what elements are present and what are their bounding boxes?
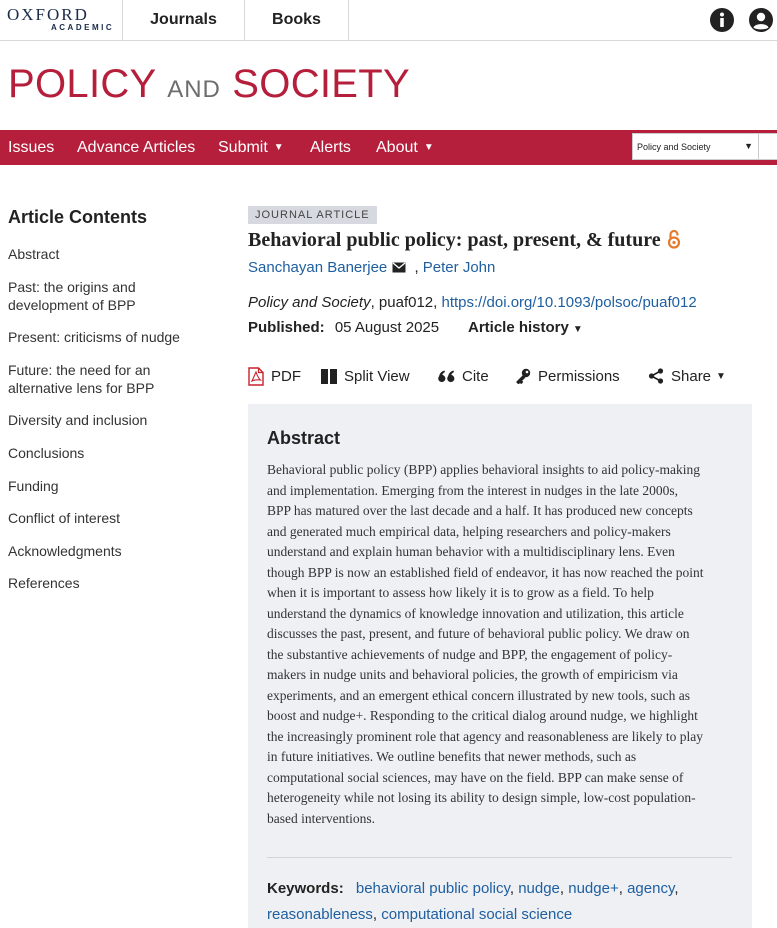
abstract-line: in future initiatives. We outline benefits that newer methods, such as [267, 749, 637, 764]
toc-diversity[interactable]: Diversity and inclusion [8, 412, 148, 428]
info-icon[interactable] [709, 7, 735, 33]
abstract-line: makers in nudge units and behavioral policies, the growth of empiricism via [267, 667, 678, 682]
caret-down-icon: ▼ [744, 141, 753, 151]
pdf-button[interactable] [248, 366, 301, 386]
abstract-line: Behavioral public policy (BPP) applies behavioral insights to aid policy-making [267, 462, 701, 477]
abstract-line: understand and explain human behavior with a multidisciplinary lens. Even [267, 544, 675, 559]
share-button[interactable] [648, 366, 726, 386]
toc-present[interactable]: Present: criticisms of nudge [8, 329, 180, 345]
doi-link[interactable]: https://doi.org/10.1093/polsoc/puaf012 [441, 294, 697, 311]
toc-funding[interactable]: Funding [8, 478, 59, 494]
published-label: Published: [248, 319, 325, 336]
pdf-icon [248, 367, 264, 386]
toc-future[interactable]: Future: the need for an alternative lens for BPP [8, 362, 155, 396]
abstract-text [267, 460, 733, 829]
abstract-line: heterogeneity while not losing its ability to design simple, low-cost population- [267, 790, 696, 805]
key-icon [516, 368, 531, 384]
caret-down-icon: ▼ [716, 370, 726, 382]
journal-title-society: SOCIETY [220, 62, 410, 106]
article-title-text: Behavioral public policy: past, present, & future [248, 229, 661, 251]
split-view-button[interactable] [321, 366, 410, 386]
journal-select-value: Policy and Society [637, 141, 711, 152]
article-history-toggle[interactable] [468, 319, 583, 336]
article-id: , puaf012, [370, 294, 442, 311]
split-view-label: Split View [344, 367, 410, 385]
toc-past[interactable]: Past: the origins and development of BPP [8, 279, 136, 313]
toc-conflict[interactable]: Conflict of interest [8, 510, 121, 526]
keyword-link[interactable]: reasonableness [267, 906, 373, 923]
abstract-line: and implementation. Emerging from the interest in nudges in the late 2000s, [267, 482, 679, 498]
article-type-badge: JOURNAL ARTICLE [248, 206, 377, 224]
keywords [267, 876, 737, 928]
abstract-line: though BPP is now an established field of endeavor, it has now reached the point [267, 564, 704, 580]
keyword-link[interactable]: nudge [518, 880, 560, 897]
email-icon[interactable] [392, 260, 406, 277]
toc-abstract[interactable]: Abstract [8, 246, 60, 262]
permissions-button[interactable] [516, 366, 620, 386]
keyword-link[interactable]: nudge+ [568, 880, 619, 897]
abstract-line: BPP has matured over the last decade and a half. It has produced new concepts [267, 503, 693, 518]
nav-advance-articles-label: Advance Articles [77, 138, 196, 156]
abstract-line: the substantive achievements of nudge and BPP, the engagement of policy- [267, 646, 673, 662]
published-date: 05 August 2025 [334, 319, 440, 336]
nav-books[interactable]: Books [244, 0, 349, 40]
toc-conclusions[interactable]: Conclusions [8, 445, 85, 461]
nav-submit[interactable] [218, 130, 284, 165]
pdf-label: PDF [271, 367, 301, 385]
keyword-separator: , [618, 880, 628, 897]
abstract-line: understand the dynamics of knowledge innovation and utilization, this article [267, 605, 684, 621]
logo-main-text: OXFORD [7, 5, 89, 24]
journal-title-and: AND [167, 76, 221, 103]
logo-sub-text: ACADEMIC [51, 23, 115, 32]
author-list [248, 259, 495, 277]
article-history-label: Article history [468, 319, 569, 336]
nav-issues-label: Issues [8, 138, 55, 156]
nav-about-label: About [376, 138, 418, 156]
abstract-line: based interventions. [267, 810, 375, 826]
author-separator: , [410, 259, 419, 276]
oxford-academic-logo[interactable] [7, 5, 115, 36]
keyword-link[interactable]: agency [627, 880, 675, 897]
author-link[interactable]: Sanchayan Banerjee [248, 259, 388, 276]
nav-about[interactable] [376, 130, 434, 165]
article-title [248, 229, 681, 255]
article-contents-heading: Article Contents [8, 207, 148, 227]
abstract-line: boost and nudge+. Responding to the critical dialog around nudge, we highlight [267, 708, 698, 723]
nav-issues[interactable] [8, 130, 54, 165]
abstract-line: experiments, and an emergent ethical concern illustrated by new tools, such as [267, 687, 690, 703]
cite-button[interactable] [438, 366, 489, 386]
keyword-link[interactable]: computational social science [381, 906, 573, 923]
abstract-line: computational social sciences, may have on the field. BPP can make sense of [267, 769, 684, 785]
divider [267, 857, 732, 858]
abstract-line: and generated much empirical data, helping researchers and policy-makers [267, 523, 671, 539]
search-input[interactable] [759, 133, 777, 160]
abstract-line: the increasingly prominent role that agency and reasonableness are likely to play [267, 728, 703, 744]
keyword-separator: , [372, 906, 382, 923]
abstract-heading: Abstract [267, 428, 341, 448]
quote-icon [438, 370, 455, 383]
share-label: Share [671, 367, 712, 385]
journal-title-policy: POLICY [8, 62, 168, 106]
caret-down-icon: ▼ [273, 142, 284, 153]
nav-alerts[interactable] [310, 130, 351, 165]
abstract-line: when it is important to assess how likely it is to grow as a field. To help [267, 585, 654, 600]
account-icon[interactable] [748, 7, 774, 33]
keyword-link[interactable]: behavioral public policy [355, 880, 510, 897]
toc-references[interactable]: References [8, 575, 80, 591]
journal-name: Policy and Society [248, 294, 371, 311]
journal-search-select[interactable] [632, 133, 759, 160]
keyword-separator: , [674, 880, 679, 897]
keyword-separator: , [559, 880, 569, 897]
share-icon [648, 368, 664, 384]
keywords-label: Keywords: [267, 880, 344, 897]
nav-alerts-label: Alerts [310, 138, 351, 156]
citation-line [248, 294, 697, 311]
keyword-separator: , [509, 880, 519, 897]
nav-advance-articles[interactable] [77, 130, 195, 165]
cite-label: Cite [462, 367, 489, 385]
published-line [248, 319, 439, 336]
open-access-icon [667, 229, 681, 255]
abstract-line: discusses the past, present, and future of behavioral public policy. We draw on [267, 626, 690, 641]
journal-title[interactable] [8, 62, 410, 112]
caret-down-icon: ▼ [423, 142, 434, 153]
nav-submit-label: Submit [218, 138, 268, 156]
toc-acknowledgments[interactable]: Acknowledgments [8, 543, 122, 559]
abstract-section [248, 404, 752, 928]
split-view-icon [321, 369, 337, 384]
nav-journals[interactable]: Journals [122, 0, 244, 40]
top-bar [0, 0, 777, 41]
caret-down-icon: ▼ [572, 324, 583, 335]
author-link[interactable]: Peter John [422, 259, 496, 276]
permissions-label: Permissions [538, 367, 620, 385]
